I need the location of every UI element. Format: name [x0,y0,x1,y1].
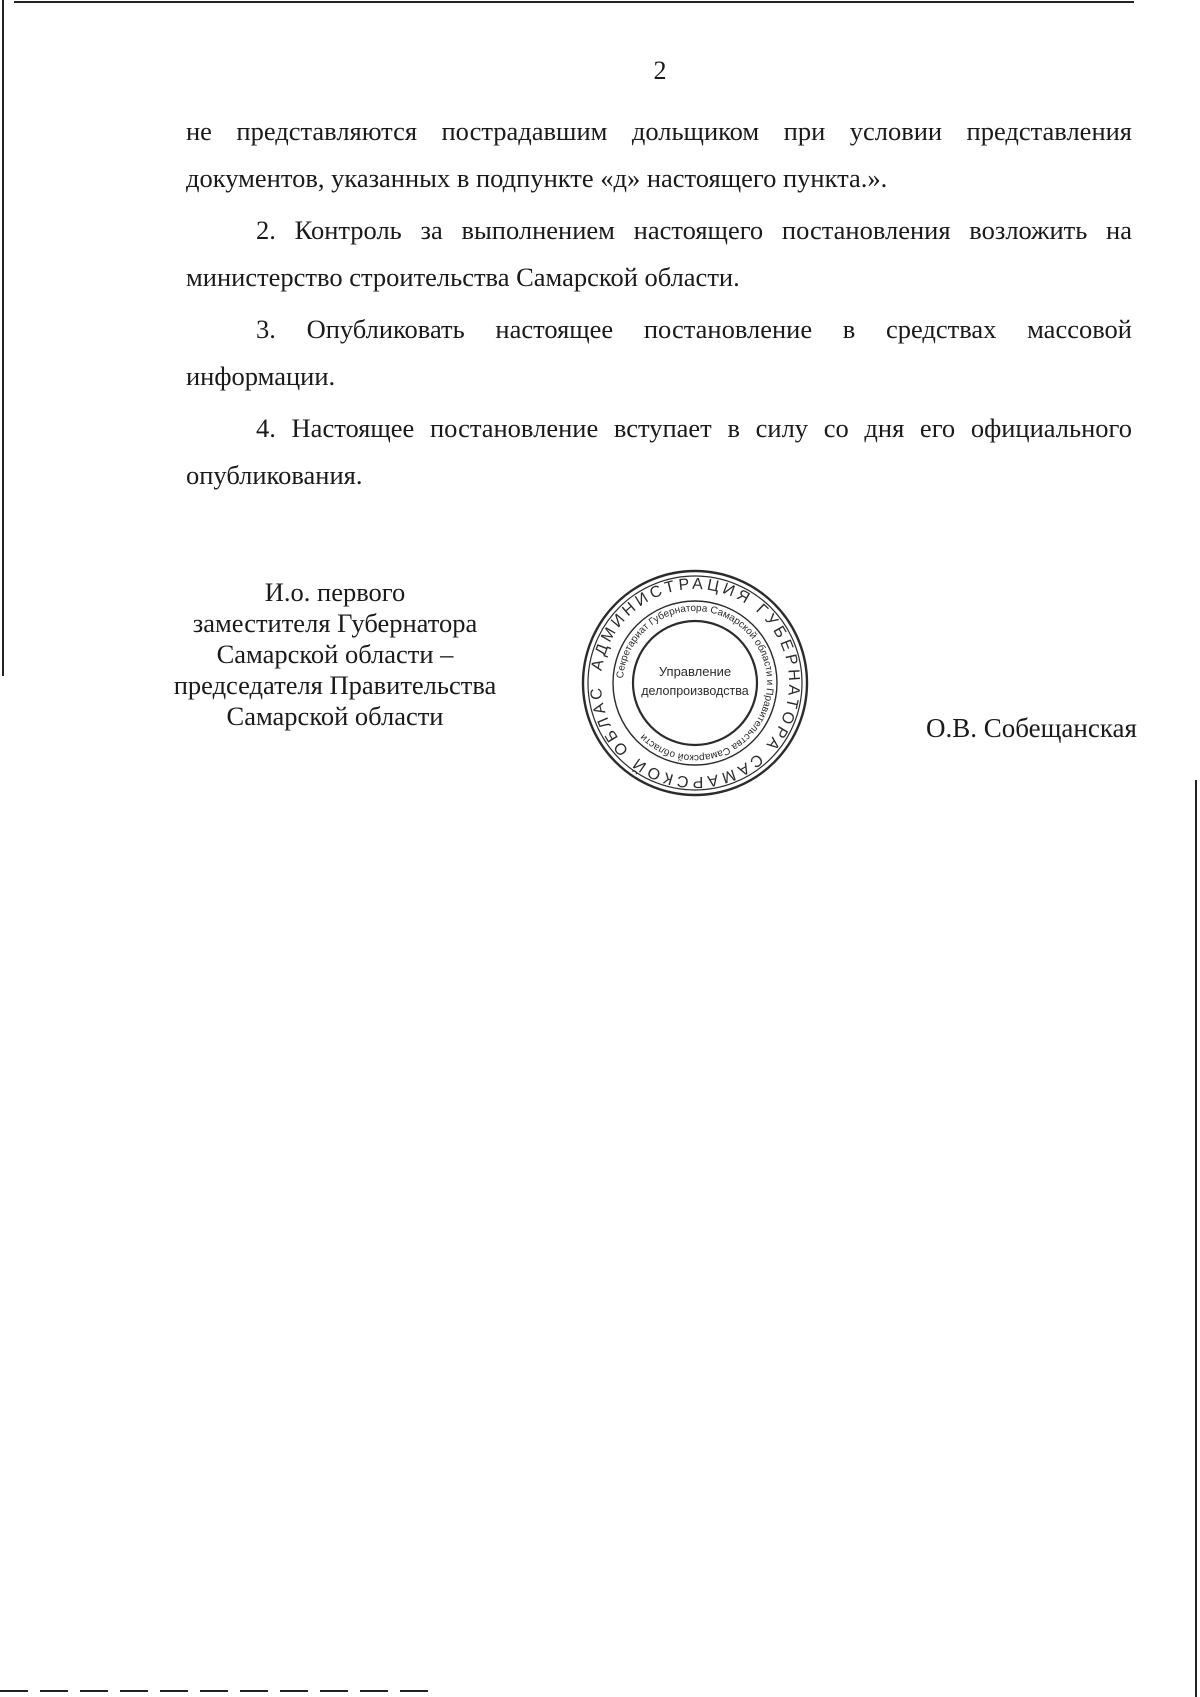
paragraph-continuation: не представляются пострадавшим дольщиком при условии представления документов, указанных в подпункте «д» настоящего пункта.». [186,116,1132,193]
scan-border-left [2,0,4,676]
signatory-name: О.В. Собещанская [926,713,1137,743]
paragraph-4: 4. Настоящее постановление вступает в силу со дня его официального опубликования. [186,413,1132,490]
scan-border-bottom [0,1690,430,1692]
document-body [186,108,1132,504]
seal-inner-ring-text: Секретариат Губернатора Самарской области и Правительства Самарской области [615,602,776,764]
scan-border-top [14,1,1134,3]
signatory-position-line: заместителя Губернатора [192,608,478,638]
signatory-position-line: председателя Правительства [173,670,497,700]
scan-border-right [1195,780,1197,1697]
seal-center-line-1: Управление [658,664,732,679]
signatory-position-line: И.о. первого [264,577,406,607]
seal-outer-text: АДМИНИСТРАЦИЯ ГУБЕРНАТОРА САМАРСКОЙ ОБЛАС [587,575,803,791]
seal-graphic [579,567,811,799]
signatory-position-line: Самарской области – [216,639,454,669]
seal-center-line-2: делопроизводства [641,684,749,698]
official-seal [579,567,811,799]
signatory-position-line: Самарской области [226,701,444,731]
signatory-position [150,577,520,732]
page-number: 2 [653,56,667,85]
paragraph-3: 3. Опубликовать настоящее постановление в средствах массовой информации. [186,314,1132,391]
paragraph-2: 2. Контроль за выполнением настоящего постановления возложить на министерство строительства Самарской области. [186,215,1132,292]
